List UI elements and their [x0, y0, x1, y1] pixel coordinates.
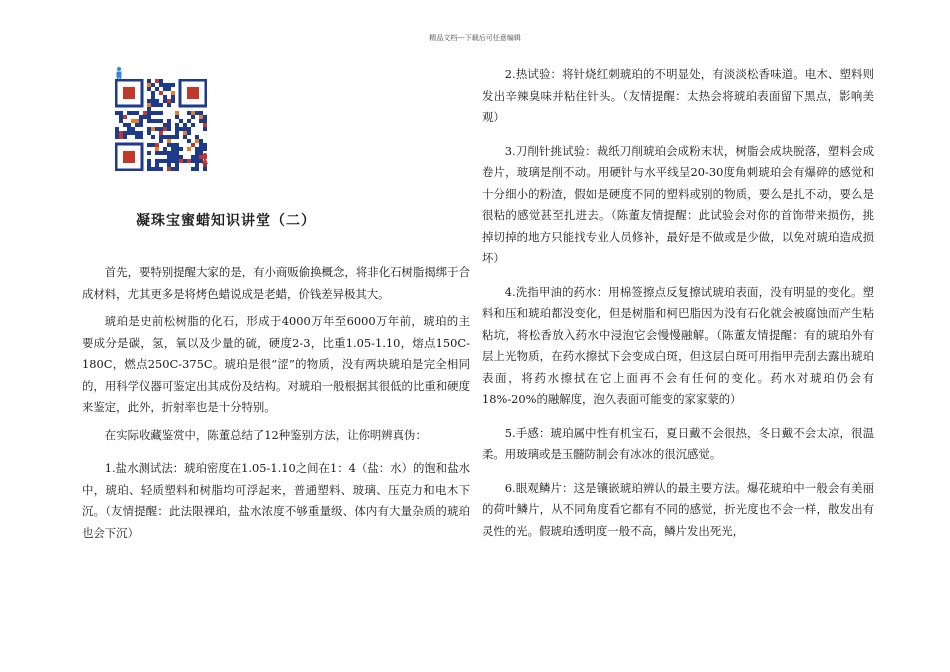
- document-title: 凝珠宝蜜蜡知识讲堂（二）: [136, 213, 316, 229]
- paragraph-method-6: 6.眼观鳞片：这是镶嵌琥珀辨认的最主要方法。爆花琥珀中一般会有美丽的荷叶鳞片，从不同角度看它都有不同的感觉，折光度也不会一样，散发出有灵性的光。假琥珀透明度一般不高，鳞片发出死光，: [482, 480, 874, 538]
- paragraph-method-3: 3.刀削针挑试验：裁纸刀削琥珀会成粉末状，树脂会成块脱落，塑料会成卷片，玻璃是削不动。用硬针与水平线呈20-30度角刺琥珀会有爆碎的感觉和十分细小的粉渣，假如是硬度不同的塑料或别的物质，要么是扎不动，要么是很粘的感觉甚至扎进去。（陈董友情提醒：此试验会对你的首饰带来损伤，挑掉切掉的地方只能找专业人员修补，最好是不做或是少做，以免对琥珀造成损坏）: [482, 143, 874, 265]
- paragraph-method-4: 4.洗指甲油的药水：用棉签擦点反复擦试琥珀表面，没有明显的变化。塑料和压和琥珀都没变化，但是树脂和柯巴脂因为没有石化就会被腐蚀而产生粘粘坑，将松香放入药水中浸泡它会慢慢融解。（陈董友情提醒：有的琥珀外有层上光物质，在药水擦拭下会变成白斑，但这层白斑可用指甲壳刮去露出琥珀表面，将药水擦拭在它上面再不会有任何的变化。药水对琥珀仍会有18%-20%的融解度，泡久表面可能变的家家蒙的）: [482, 284, 874, 406]
- paragraph-methods-intro: 在实际收藏鉴赏中，陈董总结了12种鉴别方法，让你明辨真伪：: [104, 427, 427, 442]
- person-red-icon: [201, 153, 209, 167]
- qr-code-block: [109, 67, 212, 177]
- paragraph-method-5: 5.手感：琥珀属中性有机宝石，夏日戴不会很热，冬日戴不会太凉，很温柔。用玻璃或是玉髓防制会有冰冰的很沉感觉。: [482, 425, 874, 461]
- paragraph-amber-facts: 琥珀是史前松树脂的化石，形成于4000万年至6000万年前，琥珀的主要成分是碳，氢，氧以及少量的硫，硬度2-3，比重1.05-1.10，熔点150C-180C，燃点250C-375C。琥珀是很“涩”的物质，没有两块琥珀是完全相同的，用科学仪器可鉴定出其成份及结构。对琥珀一般根据其很低的比重和硬度来鉴定，此外，折射率也是十分特别。: [82, 314, 470, 414]
- right-column: [482, 64, 874, 542]
- left-column: [82, 262, 470, 544]
- qr-code-image: [115, 79, 207, 171]
- paragraph-method-2: 2.热试验：将针烧红刺琥珀的不明显处，有淡淡松香味道。电木、塑料则发出辛辣臭味并粘住针头。（友情提醒：太热会将琥珀表面留下黑点，影响美观）: [482, 67, 874, 124]
- header-note: 精品文档---下载后可任意编辑: [429, 34, 521, 42]
- paragraph-intro: 首先，要特别提醒大家的是，有小商贩偷换概念，将非化石树脂揭绑于合成材料，尤其更多是将烤色蜡说成是老蜡，价钱差异极其大。: [82, 265, 470, 301]
- paragraph-method-1: 1.盐水测试法：琥珀密度在1.05-1.10之间在1：4（盐：水）的饱和盐水中，琥珀、轻质塑料和树脂均可浮起来，普通塑料、玻璃、压克力和电木下沉。（友情提醒：此法限裸珀，盐水浓度不够重量级、体内有大量杂质的琥珀也会下沉）: [82, 461, 470, 540]
